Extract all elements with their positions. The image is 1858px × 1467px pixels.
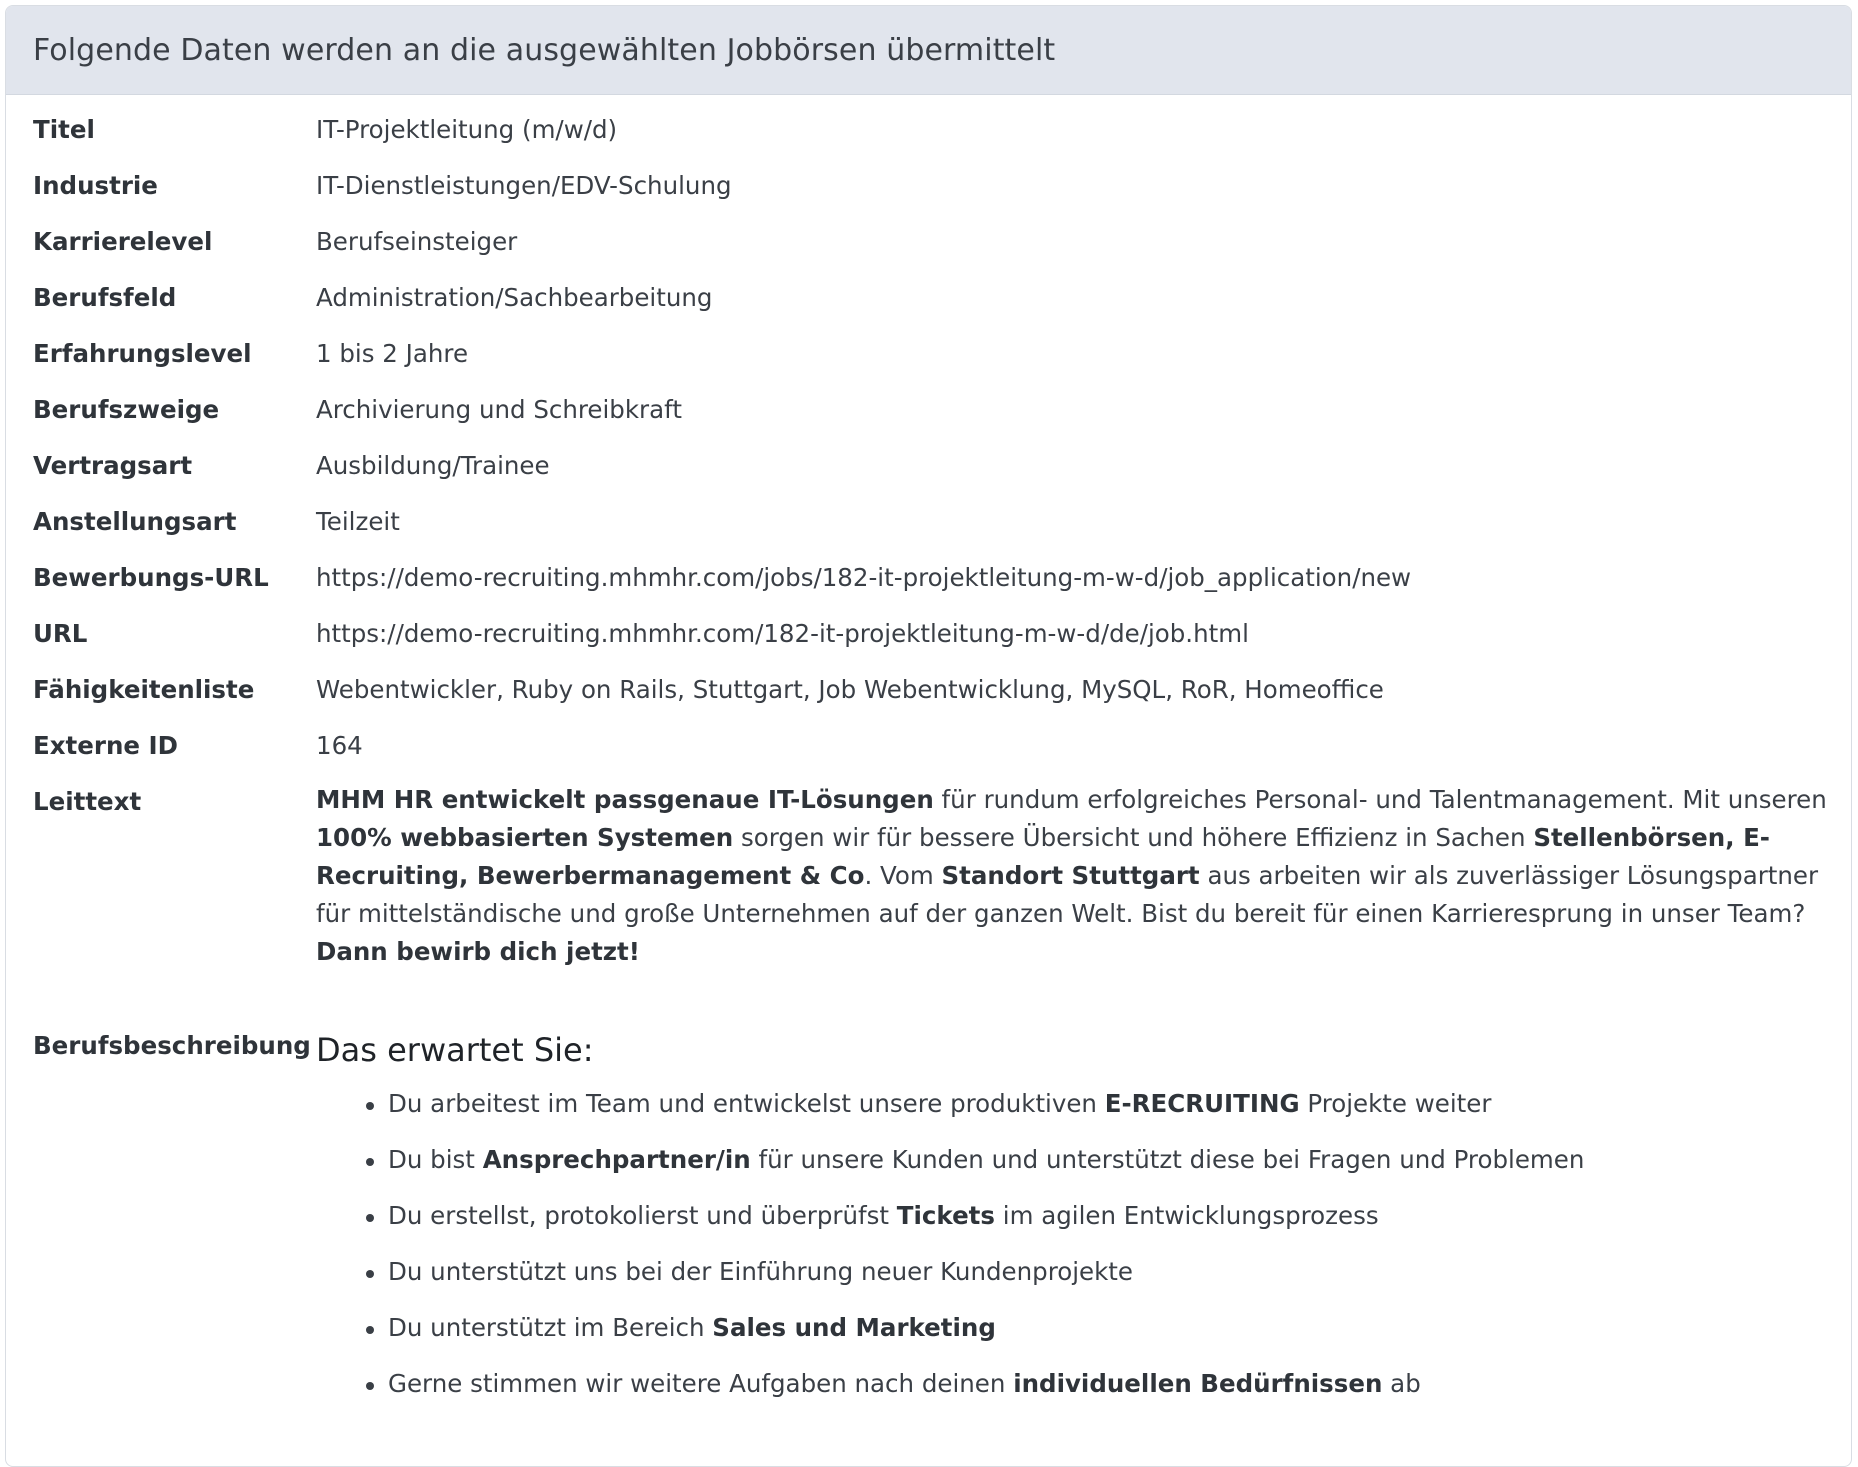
text-segment: ab (1382, 1369, 1421, 1398)
leittext-paragraph (316, 781, 1846, 971)
field-value: 1 bis 2 Jahre (316, 339, 469, 368)
field-value: Berufseinsteiger (316, 227, 518, 256)
description-bullet-item (316, 1145, 1584, 1201)
bold-text-segment: E-RECRUITING (1104, 1089, 1300, 1118)
text-segment: Du bist (388, 1145, 483, 1174)
description-bullet-list (316, 1089, 1584, 1425)
text-segment: Du arbeitest im Team und entwickelst unsere produktiven (388, 1089, 1105, 1118)
bold-text-segment: individuellen Bedürfnissen (1013, 1369, 1383, 1398)
bullet-dot-icon (366, 1102, 374, 1110)
description-heading: Das erwartet Sie: (316, 1031, 594, 1069)
bullet-dot-icon (366, 1382, 374, 1390)
text-segment: Du unterstützt im Bereich (388, 1313, 713, 1342)
field-label: Karrierelevel (33, 227, 213, 256)
field-value: Administration/Sachbearbeitung (316, 283, 713, 312)
bold-text-segment: Tickets (896, 1201, 995, 1230)
description-bullet-item (316, 1369, 1584, 1425)
field-label: Berufsfeld (33, 283, 177, 312)
description-bullet-item (316, 1201, 1584, 1257)
bullet-dot-icon (366, 1326, 374, 1334)
card-header-title: Folgende Daten werden an die ausgewählten Jobbörsen übermittelt (6, 6, 1851, 95)
field-value: Webentwickler, Ruby on Rails, Stuttgart, Job Webentwicklung, MySQL, RoR, Homeoffice (316, 675, 1384, 704)
text-segment: im agilen Entwicklungsprozess (994, 1201, 1379, 1230)
field-label: Berufszweige (33, 395, 220, 424)
text-segment: für unsere Kunden und unterstützt diese bei Fragen und Problemen (750, 1145, 1585, 1174)
bold-text-segment: Dann bewirb dich jetzt! (316, 937, 640, 966)
bold-text-segment: Ansprechpartner/in (482, 1145, 751, 1174)
bold-text-segment: 100% webbasierten Systemen (316, 823, 734, 852)
text-segment: Du erstellst, protokolierst und überprüfst (388, 1201, 897, 1230)
text-segment: sorgen wir für bessere Übersicht und höhere Effizienz in Sachen (733, 823, 1534, 852)
text-segment: für rundum erfolgreiches Personal- und Talentmanagement. Mit unseren (933, 785, 1827, 814)
data-summary-card (5, 5, 1852, 1467)
description-bullet-item (316, 1257, 1584, 1313)
bullet-dot-icon (366, 1270, 374, 1278)
text-segment: aus arbeiten wir als zuverlässiger Lösungspartner für mittelständische und große Unternehmen auf der ganzen Welt. Bist du bereit für einen Karrieresprung in unser Team? (316, 861, 1819, 928)
field-value: 164 (316, 731, 363, 760)
bullet-dot-icon (366, 1214, 374, 1222)
description-bullet-item (316, 1089, 1584, 1145)
field-value: Archivierung und Schreibkraft (316, 395, 682, 424)
bold-text-segment: MHM HR entwickelt passgenaue IT-Lösungen (316, 785, 934, 814)
field-label: URL (33, 619, 88, 648)
bullet-dot-icon (366, 1158, 374, 1166)
field-label: Bewerbungs-URL (33, 563, 269, 592)
text-segment: . Vom (864, 861, 942, 890)
field-label: Vertragsart (33, 451, 193, 480)
field-label: Industrie (33, 171, 158, 200)
field-label: Erfahrungslevel (33, 339, 252, 368)
field-label: Titel (33, 115, 95, 144)
field-label: Anstellungsart (33, 507, 237, 536)
text-segment: Projekte weiter (1299, 1089, 1492, 1118)
field-value: Ausbildung/Trainee (316, 451, 550, 480)
field-label: Leittext (33, 787, 142, 816)
field-label: Berufsbeschreibung (33, 1031, 311, 1060)
field-value: IT-Projektleitung (m/w/d) (316, 115, 618, 144)
bold-text-segment: Stellenbörsen, E-Recruiting, Bewerbermanagement & Co (316, 823, 1770, 890)
field-value: IT-Dienstleistungen/EDV-Schulung (316, 171, 732, 200)
bold-text-segment: Sales und Marketing (712, 1313, 996, 1342)
description-bullet-item (316, 1313, 1584, 1369)
field-value: https://demo-recruiting.mhmhr.com/182-it-projektleitung-m-w-d/de/job.html (316, 619, 1249, 648)
text-segment: Gerne stimmen wir weitere Aufgaben nach deinen (388, 1369, 1014, 1398)
bold-text-segment: Standort Stuttgart (941, 861, 1200, 890)
field-value: Teilzeit (316, 507, 400, 536)
field-label: Fähigkeitenliste (33, 675, 255, 704)
field-label: Externe ID (33, 731, 178, 760)
text-segment: Du unterstützt uns bei der Einführung neuer Kundenprojekte (388, 1257, 1133, 1286)
field-value: https://demo-recruiting.mhmhr.com/jobs/182-it-projektleitung-m-w-d/job_application/new (316, 563, 1412, 592)
